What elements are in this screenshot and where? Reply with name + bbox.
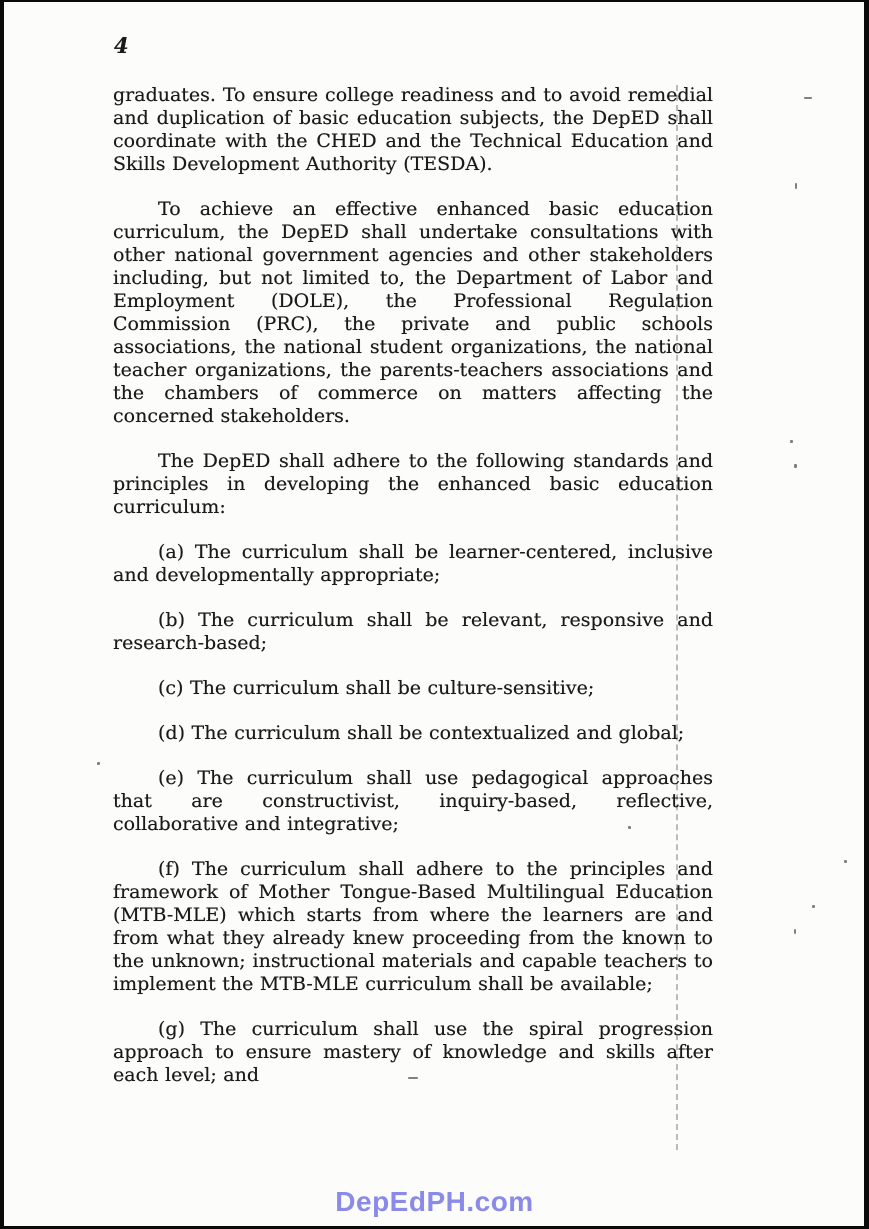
scan-speckle — [790, 440, 793, 443]
scan-speckle — [794, 464, 797, 468]
item-d: (d) The curriculum shall be contextualized and global; — [158, 722, 685, 744]
scan-speckle — [844, 860, 847, 863]
item-a: (a) The curriculum shall be learner-centered, inclusive and developmentally appropriate; — [113, 541, 713, 586]
scan-speckle — [795, 183, 797, 189]
item-b: (b) The curriculum shall be relevant, responsive and research-based; — [113, 609, 713, 654]
scan-speckle — [97, 762, 100, 765]
item-c: (c) The curriculum shall be culture-sensitive; — [158, 677, 595, 699]
paragraph-continuation: graduates. To ensure college readiness and to avoid remedial and duplication of basic education subjects, the DepED shall coordinate with the CHED and the Technical Education and Skills Development Authority (TESDA). — [113, 84, 713, 175]
scan-edge-top — [0, 0, 869, 2]
body-text — [113, 84, 713, 1109]
page-number: 4 — [114, 33, 130, 58]
paragraph-consultations: To achieve an effective enhanced basic education curriculum, the DepED shall undertake consultations with other national government agencies and other stakeholders including, but not limited to, the Department of Labor and Employment (DOLE), the Professional Regulation Commission (PRC), the private and public schools associations, the national student organizations, the national teacher organizations, the parents-teachers associations and the chambers of commerce on matters affecting the concerned stakeholders. — [113, 198, 713, 427]
scan-edge-left — [0, 0, 4, 1229]
item-f: (f) The curriculum shall adhere to the principles and framework of Mother Tongue-Based Multilingual Education (MTB-MLE) which starts from where the learners are and from what they already knew proceeding from the known to the unknown; instructional materials and capable teachers to implement the MTB-MLE curriculum shall be available; — [113, 858, 713, 995]
scan-speckle — [812, 905, 815, 908]
paragraph-standards-intro: The DepED shall adhere to the following standards and principles in developing the enhanced basic education curriculum: — [113, 450, 713, 518]
scan-edge-right — [864, 0, 869, 1229]
watermark-link[interactable]: DepEdPH.com — [335, 1186, 534, 1217]
item-g: (g) The curriculum shall use the spiral progression approach to ensure mastery of knowledge and skills after each level; and — [113, 1018, 713, 1086]
scan-speckle — [804, 97, 812, 99]
item-e: (e) The curriculum shall use pedagogical approaches that are constructivist, inquiry-based, reflective, collaborative and integrative; — [113, 767, 713, 835]
scan-speckle — [794, 929, 796, 934]
